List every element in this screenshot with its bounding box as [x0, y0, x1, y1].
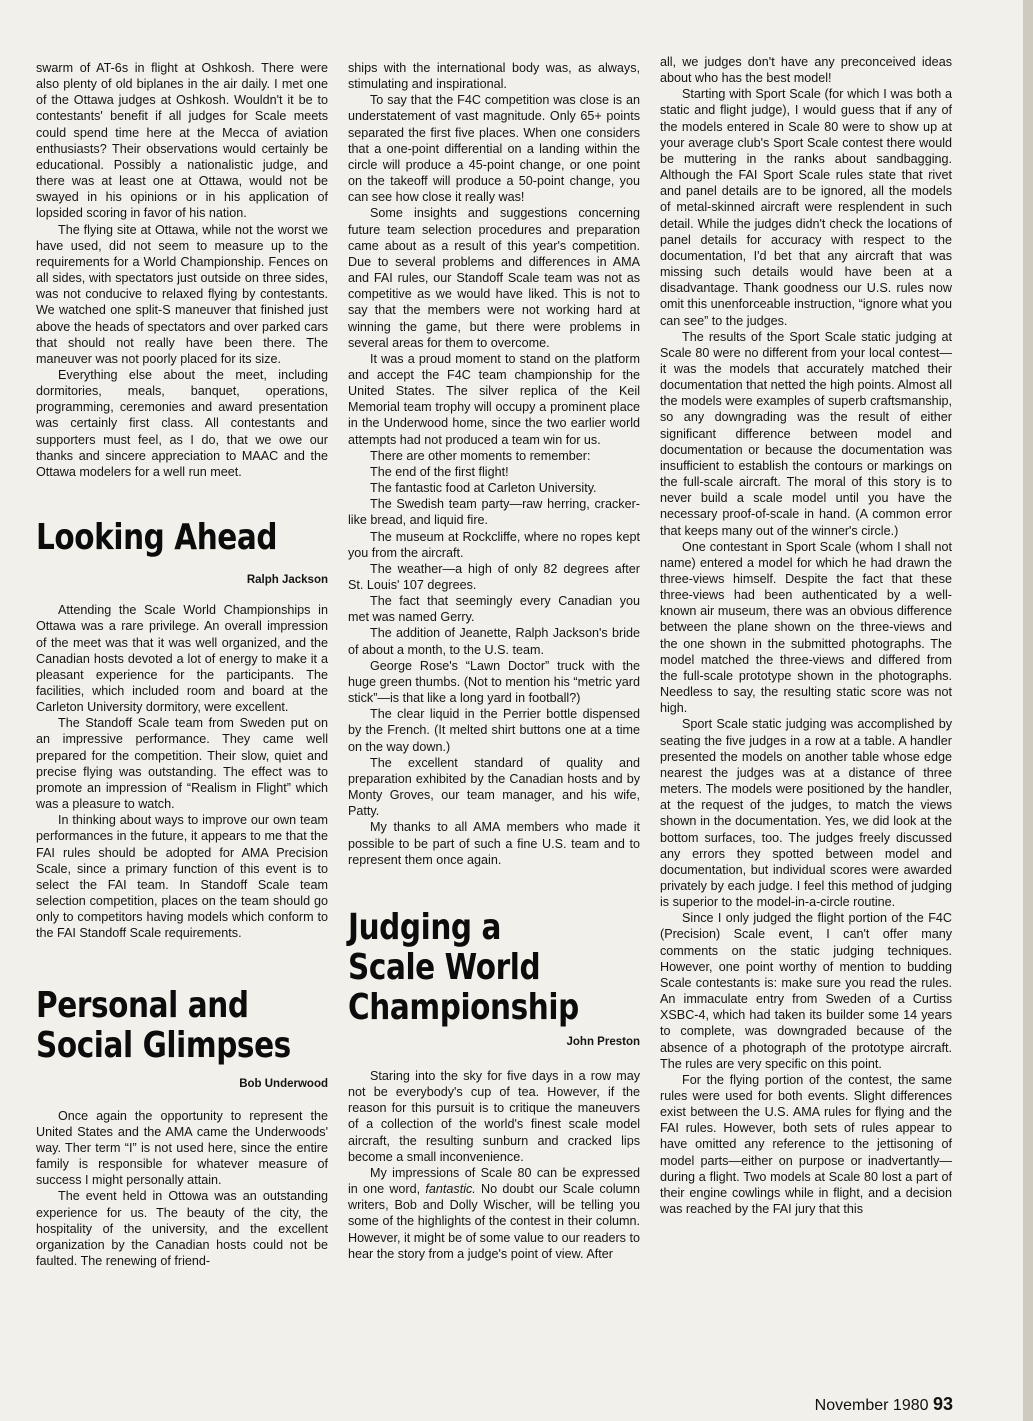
- paragraph: Starting with Sport Scale (for which I was both a static and flight judge), I would guess that if any of the models entered in Scale 80 were to show up at your average club's Sport Scale contest there would be muttering in the ranks about sandbagging. Although the FAI Sport Scale rules state that rivet and panel details are to be ignored, all the models of metal-skinned aircraft were resplendent in such detail. While the judges didn't check the locations of panel details for accuracy with respect to the documentation, I'd bet that any aircraft that was missing such details would have been at a disadvantage. Thank goodness our U.S. rules now omit this unenforceable instruction, “ignore what you can see” to the judges.: [660, 87, 952, 328]
- paragraph: Staring into the sky for five days in a row may not be everybody's cup of tea. However, if the reason for this pursuit is to critique the maneuvers of a collection of the world's finest scale model aircraft, the resulting sunburn and cracked lips become a small inconvenience.: [348, 1068, 640, 1164]
- paragraph: The Standoff Scale team from Sweden put on an impressive performance. They came well prepared for the competition. Their slow, quiet and precise flying was outstanding. The effect was to promote an impression of “Realism in Flight” which was a pleasure to watch.: [36, 716, 328, 812]
- paragraph: It was a proud moment to stand on the platform and accept the F4C team championship for the United States. The silver replica of the Keil Memorial team trophy will occupy a prominent place in the Underwood home, since the two earlier world attempts had not produced a team win for us.: [348, 351, 640, 447]
- paragraph: One contestant in Sport Scale (whom I shall not name) entered a model for which he had drawn the three-views himself. Despite the fact that these three-views had been authenticated by a well-known air museum, there was an obvious difference between the plane shown on the three-views and the one shown in the submitted photographs. The model matched the three-views and differed from the full-scale prototype shown in the photographs. Needless to say, the resulting static score was not high.: [660, 539, 952, 716]
- list-item: George Rose's “Lawn Doctor” truck with the huge green thumbs. (Not to mention his “metric yard stick”—is that like a long yard in football?): [348, 658, 640, 706]
- list-item: The weather—a high of only 82 degrees after St. Louis' 107 degrees.: [348, 561, 640, 592]
- list-item: The Swedish team party—raw herring, cracker-like bread, and liquid fire.: [348, 497, 640, 528]
- paragraph: Everything else about the meet, including dormitories, meals, banquet, operations, programming, ceremonies and award presentation was certainly first class. All contestants and supporters must feel, as I do, that we owe our thanks and sincere appreciation to MAAC and the Ottawa modelers for a well run meet.: [36, 367, 328, 479]
- paragraph: all, we judges don't have any preconceived ideas about who has the best model!: [660, 55, 952, 86]
- paragraph: swarm of AT-6s in flight at Oshkosh. There were also plenty of old biplanes in the air daily. I met one of the Ottawa judges at Oshkosh. Wouldn't it be to contestants' benefit if all judges for Scale meets could spend time here at the Mecca of aviation enthusiasts? Their observations would certainly be educational. Possibly a nationalistic judge, and there was at least one at Ottawa, would not be swayed in his opinions or in his application of lopsided scoring in favor of his nation.: [36, 61, 328, 221]
- text-run: My impressions of Scale 80 can be expressed in one word,: [348, 1165, 640, 1197]
- page-edge: [1023, 0, 1033, 1421]
- byline: John Preston: [566, 1035, 640, 1048]
- column-1: [36, 60, 328, 1269]
- page-footer: [815, 1394, 953, 1415]
- headline-judging: Judging a Scale World Championship: [348, 906, 579, 1028]
- list-item: The museum at Rockcliffe, where no ropes kept you from the aircraft.: [348, 529, 640, 560]
- page-number: 93: [932, 1394, 953, 1414]
- column-2: [348, 60, 640, 1262]
- paragraph: The results of the Sport Scale static judging at Scale 80 were no different from your local contest—it was the models that accurately matched their documentation that netted the high points. Almost all the models were examples of superb craftsmanship, so any downgrading was the result of either significant difference between model and documentation or because the documentation was insufficient to establish the contours or markings on the full-scale aircraft. The moral of this story is to never build a scale model until you have the necessary proof-of-scale in hand. (A common error that keeps many out of the winner's circle.): [660, 329, 952, 538]
- paragraph: The flying site at Ottawa, while not the worst we have used, did not seem to measure up to the requirements for a World Championship. Fences on all sides, with spectators just outside on three sides, was not conducive to relaxed flying by contestants. We watched one split-S maneuver that finished just above the heads of spectators and over parked cars that should not really have been there. The maneuver was not poorly placed for its size.: [36, 222, 328, 366]
- list-item: The fantastic food at Carleton University.: [370, 481, 597, 496]
- paragraph: In thinking about ways to improve our own team performances in the future, it appears to me that the FAI rules should be adopted for AMA Precision Scale, since a primary function of this event is to select the FAI team. In Standoff Scale team selection competition, places on the team should go only to competitors having models which conform to the FAI Standoff Scale requirements.: [36, 813, 328, 941]
- paragraph: Sport Scale static judging was accomplished by seating the five judges in a row at a table. A handler presented the models on another table whose edge nearest the judges was at a distance of three meters. The models were positioned by the handler, at the request of the judges, to match the views shown in the documentation. Yes, we did look at the bottom surfaces, too. The judges freely discussed any errors they spotted between model and documentation, but individual scores were awarded privately by each judge. I feel this method of judging is superior to the model-in-a-circle routine.: [660, 717, 952, 910]
- list-item: The fact that seemingly every Canadian you met was named Gerry.: [348, 594, 640, 625]
- paragraph: Once again the opportunity to represent the United States and the AMA came the Underwoods' way. Ther term “I” is not used here, since the entire family is responsible for whatever measure of success I might personally attain.: [36, 1108, 328, 1188]
- issue-date: November 1980: [814, 1397, 929, 1414]
- byline: Ralph Jackson: [246, 574, 328, 587]
- list-item: The end of the first flight!: [370, 464, 509, 479]
- list-item: My thanks to all AMA members who made it possible to be part of such a fine U.S. team and to represent them once again.: [348, 820, 640, 867]
- list-item: There are other moments to remember:: [370, 448, 591, 463]
- headline-personal-social: Personal and Social Glimpses: [36, 984, 291, 1066]
- paragraph: For the flying portion of the contest, the same rules were used for both events. Slight differences exist between the U.S. AMA rules for flying and the FAI rules. However, both sets of rules appear to have omitted any reference to the jettisoning of model parts—either on purpose or inadvertantly—during a flight. Two models at Scale 80 lost a part of their engine cowlings while in flight, and a decision was reached by the FAI jury that this: [660, 1072, 952, 1217]
- paragraph: Attending the Scale World Championships in Ottawa was a rare privilege. An overall impression of the meet was that it was well organized, and the Canadian hosts devoted a lot of energy to make it a pleasant experience for the participants. The facilities, which included room and board at the Carleton University dormitory, were excellent.: [36, 603, 328, 715]
- italic-word: fantastic.: [425, 1182, 476, 1197]
- paragraph: Since I only judged the flight portion of the F4C (Precision) Scale event, I can't offer many comments on the static judging techniques. However, one point worthy of mention to budding Scale contestants is: make sure you read the rules. An immaculate entry from Sweden of a Curtiss XSBC-4, which had taken its builder some 14 years to complete, was downgraded because of the absence of a photograph of the prototype aircraft. The rules are very specific on this point.: [660, 911, 952, 1071]
- text-run: No doubt our Scale column writers, Bob and Dolly Wischer, will be telling you some of the highlights of the contest in their column. However, it might be of some value to our readers to hear the story from a judge's point of view. After: [348, 1182, 640, 1261]
- byline: Bob Underwood: [239, 1077, 328, 1090]
- headline-looking-ahead: Looking Ahead: [36, 517, 278, 559]
- list-item: The excellent standard of quality and preparation exhibited by the Canadian hosts and by Monty Groves, our team manager, and his wife, Patty.: [348, 755, 640, 819]
- paragraph: [348, 1165, 640, 1262]
- paragraph: Some insights and suggestions concerning future team selection procedures and preparation came about as a result of this year's competition. Due to several problems and differences in AMA and FAI rules, our Standoff Scale team was not as competitive as we would have liked. This is not to say that the members were not working hard at winning the game, but there were problems in several areas for them to overcome.: [348, 206, 640, 350]
- list-item: The clear liquid in the Perrier bottle dispensed by the French. (It melted shirt buttons one at a time on the way down.): [348, 707, 640, 754]
- paragraph: To say that the F4C competition was close is an understatement of vast magnitude. Only 65+ points separated the first five places. When one considers that a one-point differential on a landing within the circle will produce a 45-point change, or one point on the takeoff will produce a 50-point change, you can see how close it really was!: [348, 93, 640, 205]
- paragraph: ships with the international body was, as always, stimulating and inspirational.: [348, 61, 640, 92]
- column-3: [660, 54, 952, 1217]
- list-item: The addition of Jeanette, Ralph Jackson's bride of about a month, to the U.S. team.: [348, 626, 640, 657]
- paragraph: The event held in Ottowa was an outstanding experience for us. The beauty of the city, the hospitality of the university, and the excellent organization by the Canadian hosts could not be faulted. The renewing of friend-: [36, 1189, 328, 1269]
